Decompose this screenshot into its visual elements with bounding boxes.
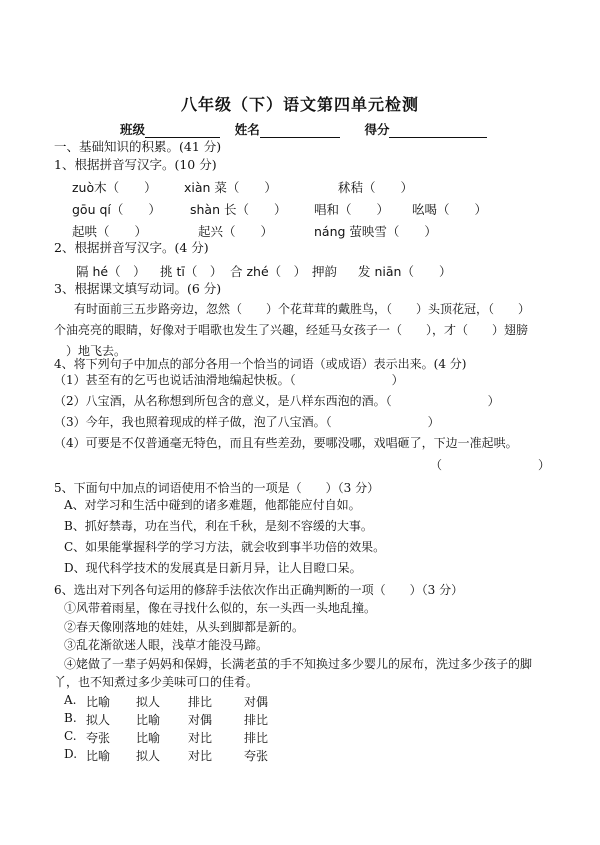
q6-option-label: B.: [64, 711, 77, 725]
q6-option-item: 拟人: [136, 695, 161, 709]
q6-option-item: 比喻: [86, 749, 111, 763]
q3-line: ）地飞去。: [66, 344, 127, 358]
q6-option-item: 排比: [244, 713, 269, 727]
name-blank[interactable]: [260, 125, 340, 138]
q4-sentence: （3）今年，我也照着现成的样子做，泡了八宝酒。（ ）: [54, 415, 440, 429]
q6-option-item: 排比: [244, 731, 269, 745]
q1-item: náng 萤映雪（ ）: [314, 224, 437, 239]
page-title: 八年级（下）语文第四单元检测: [180, 95, 419, 114]
q5-option-b: B、抓好禁毒，功在当代，利在千秋，是刻不容缓的大事。: [64, 519, 373, 533]
q6-option-item: 对比: [188, 749, 213, 763]
q6-option-label: D.: [64, 747, 78, 761]
q5-option-c: C、如果能掌握科学的学习方法，就会收到事半功倍的效果。: [64, 540, 386, 554]
q6-option-item: 夸张: [86, 731, 111, 745]
q1-title: 1、根据拼音写汉字。(10 分): [54, 157, 217, 172]
student-info-line: [120, 120, 487, 138]
q1-item: 秫秸（ ）: [338, 180, 414, 195]
q3-line: 有时面前三五步路旁边，忽然（ ）个花茸茸的戴胜鸟，（ ）头顶花冠，（ ）: [74, 302, 531, 316]
q6-option-item: 拟人: [136, 749, 161, 763]
q4-title: 4、将下列句子中加点的部分各用一个恰当的词语（或成语）表示出来。(4 分): [54, 357, 467, 371]
q6-option-item: 对比: [188, 731, 213, 745]
q6-option-label: A.: [64, 693, 77, 707]
q1-item: 吆喝（ ）: [412, 202, 488, 217]
q6-option-item: 对偶: [188, 713, 213, 727]
class-blank[interactable]: [145, 125, 220, 138]
q2-item: 发 niān（ ）: [358, 264, 452, 279]
q6-option-label: C.: [64, 729, 77, 743]
q6-sentence: ③乱花渐欲迷人眼，浅草才能没马蹄。: [64, 638, 269, 652]
q6-option-item: 对偶: [244, 695, 269, 709]
q1-item: 唱和（ ）: [314, 202, 390, 217]
q6-title: 6、选出对下列各句运用的修辞手法依次作出正确判断的一项（ ）（3 分）: [54, 583, 464, 597]
q6-sentence: ①风带着雨星，像在寻找什么似的，东一头西一头地乱撞。: [64, 601, 377, 615]
q6-option-item: 拟人: [86, 713, 111, 727]
q4-blank: （ ）: [430, 458, 551, 472]
q5-title: 5、下面句中加点的词语使用不恰当的一项是（ ）（3 分）: [54, 481, 380, 495]
q1-item: shàn 长（ ）: [190, 202, 287, 217]
score-label: 得分: [364, 122, 390, 137]
q6-option-item: 比喻: [86, 695, 111, 709]
q6-sentence: ④姥做了一辈子妈妈和保姆，长满老茧的手不知换过多少婴儿的尿布，洗过多少孩子的脚: [64, 657, 533, 671]
q4-sentence: （2）八宝酒，从名称想到所包含的意义，是八样东西泡的酒。（ ）: [54, 394, 500, 408]
q2-item: 挑 tī（ ）: [160, 264, 223, 279]
q2-item: 押韵: [312, 264, 338, 279]
q6-option-item: 比喻: [136, 713, 161, 727]
q3-line: 个油亮亮的眼睛，好像对于唱歌也发生了兴趣，经延马女孩子一（ ），才（ ）翅膀: [54, 323, 529, 337]
q2-item: 合 zhé（ ）: [230, 264, 307, 279]
class-label: 班级: [120, 122, 146, 137]
q3-title: 3、根据课文填写动词。(6 分): [54, 281, 222, 296]
score-blank[interactable]: [389, 125, 487, 138]
q5-option-a: A、对学习和生活中碰到的诸多难题，他都能应付自如。: [64, 498, 361, 512]
q1-item: 起兴（ ）: [198, 224, 274, 239]
q1-item: 起哄（ ）: [72, 224, 148, 239]
section-1-heading: 一、基础知识的积累。(41 分): [54, 139, 222, 154]
q6-option-item: 夸张: [244, 749, 269, 763]
q1-item: xiàn 菜（ ）: [184, 180, 277, 195]
name-label: 姓名: [234, 122, 260, 137]
q5-option-d: D、现代科学技术的发展真是日新月异，让人目瞪口呆。: [64, 561, 362, 575]
q6-sentence: ②春天像刚落地的娃娃，从头到脚都是新的。: [64, 620, 305, 634]
q2-title: 2、根据拼音写汉字。(4 分): [54, 240, 209, 255]
q6-option-item: 排比: [188, 695, 213, 709]
q1-item: gōu qí（ ）: [72, 202, 161, 217]
q6-option-item: 比喻: [136, 731, 161, 745]
q4-sentence: （1）甚至有的乞丐也说话油滑地编起快板。（ ）: [54, 373, 404, 387]
q4-sentence: （4）可要是不仅普通毫无特色，而且有些差劲，要哪没哪，戏唱砸了，下边一准起哄。: [54, 436, 518, 450]
q6-sentence: 丫，也不知煮过多少美味可口的佳肴。: [54, 675, 259, 689]
q1-item: zuò木（ ）: [72, 180, 157, 195]
q2-item: 隔 hé（ ）: [76, 264, 146, 279]
